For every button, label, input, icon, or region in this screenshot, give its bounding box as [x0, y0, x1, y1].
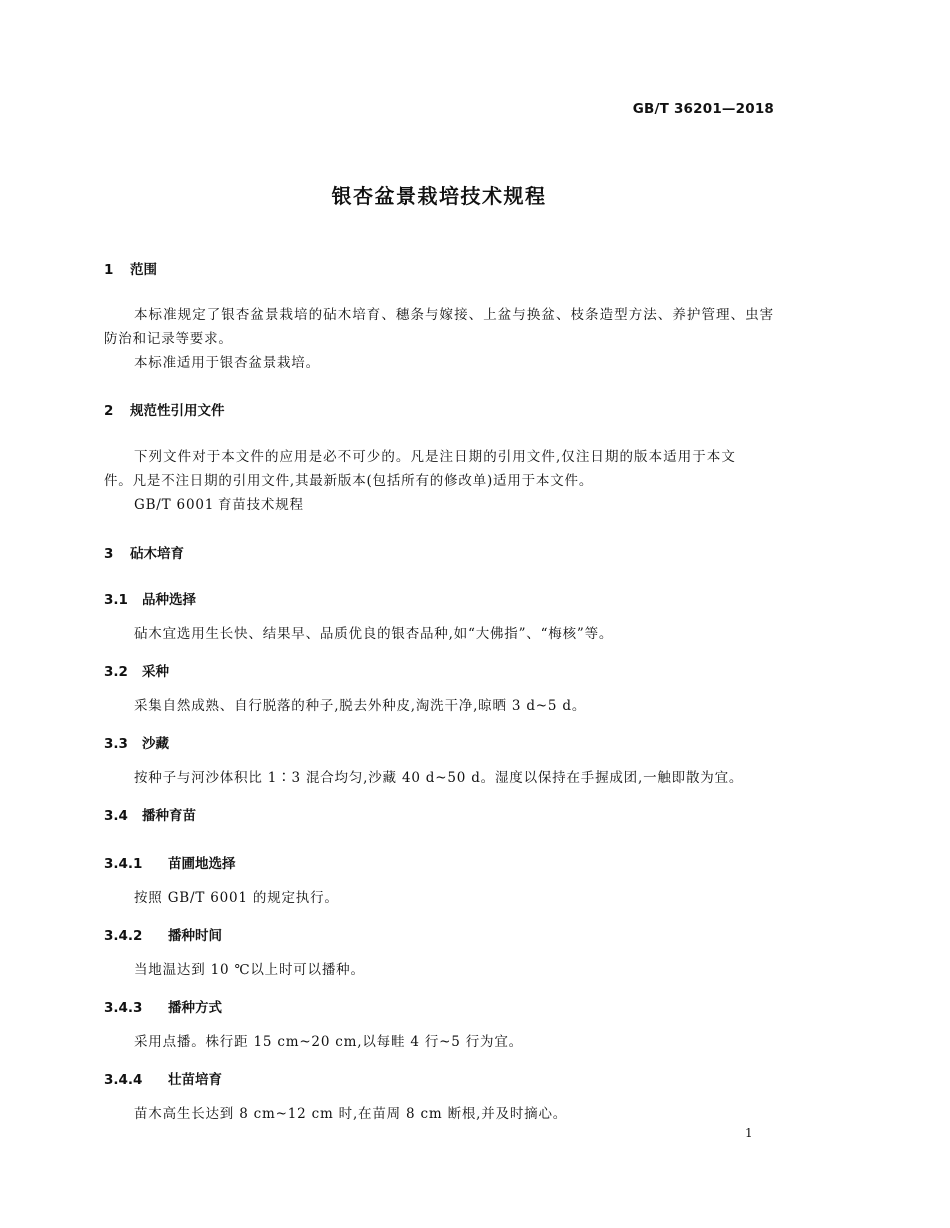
- section-title: 砧木培育: [130, 546, 184, 562]
- section-title: 播种时间: [168, 928, 222, 944]
- reference-code: GB/T 6001: [134, 497, 215, 513]
- normative-reference: [134, 493, 304, 513]
- page-number: 1: [745, 1126, 753, 1140]
- section-3-2-text: 采集自然成熟、自行脱落的种子,脱去外种皮,淘洗干净,晾晒 3 d~5 d。: [134, 698, 587, 714]
- section-number: 3.4.3: [104, 1000, 143, 1016]
- section-3-4-4-heading: [104, 1068, 222, 1088]
- section-3-4-3-heading: [104, 996, 222, 1016]
- section-title: 范围: [130, 262, 157, 278]
- section-2-paragraph-line-2: 件。凡是不注日期的引用文件,其最新版本(包括所有的修改单)适用于本文件。: [104, 473, 594, 489]
- section-3-4-1-text: 按照 GB/T 6001 的规定执行。: [134, 890, 339, 906]
- section-3-1-heading: [104, 588, 196, 608]
- section-title: 规范性引用文件: [130, 403, 225, 419]
- section-3-1-text: 砧木宜选用生长快、结果早、品质优良的银杏品种,如“大佛指”、“梅核”等。: [134, 626, 614, 642]
- section-number: 3.4.1: [104, 856, 143, 872]
- section-3-4-1-heading: [104, 852, 236, 872]
- section-3-4-heading: [104, 804, 196, 824]
- section-title: 品种选择: [142, 592, 196, 608]
- standard-code: GB/T 36201—2018: [632, 101, 774, 117]
- document-title: 银杏盆景栽培技术规程: [331, 184, 547, 208]
- section-3-4-2-heading: [104, 924, 222, 944]
- section-title: 壮苗培育: [168, 1072, 222, 1088]
- section-3-3-text: 按种子与河沙体积比 1∶3 混合均匀,沙藏 40 d~50 d。湿度以保持在手握成团,一触即散为宜。: [134, 770, 744, 786]
- section-title: 采种: [142, 664, 169, 680]
- section-number: 3.4.2: [104, 928, 143, 944]
- section-number: 3.4: [104, 808, 128, 824]
- section-title: 沙藏: [142, 736, 169, 752]
- section-2-paragraph-line-1: 下列文件对于本文件的应用是必不可少的。凡是注日期的引用文件,仅注日期的版本适用于本文: [134, 449, 736, 465]
- section-number: 3.4.4: [104, 1072, 143, 1088]
- section-1-heading: [104, 258, 157, 278]
- section-number: 1: [104, 262, 114, 278]
- section-3-4-2-text: 当地温达到 10 ℃以上时可以播种。: [134, 962, 365, 978]
- section-3-3-heading: [104, 732, 169, 752]
- section-3-4-3-text: 采用点播。株行距 15 cm~20 cm,以每畦 4 行~5 行为宜。: [134, 1034, 523, 1050]
- section-3-heading: [104, 542, 184, 562]
- section-number: 2: [104, 403, 114, 419]
- section-number: 3: [104, 546, 114, 562]
- section-2-heading: [104, 399, 225, 419]
- section-1-paragraph-2: 本标准适用于银杏盆景栽培。: [134, 355, 320, 371]
- section-number: 3.1: [104, 592, 128, 608]
- section-title: 苗圃地选择: [168, 856, 236, 872]
- section-1-paragraph-line-1: 本标准规定了银杏盆景栽培的砧木培育、穗条与嫁接、上盆与换盆、枝条造型方法、养护管理、虫害: [134, 307, 775, 323]
- section-title: 播种方式: [168, 1000, 222, 1016]
- reference-title: 育苗技术规程: [218, 497, 304, 513]
- section-3-2-heading: [104, 660, 169, 680]
- section-number: 3.2: [104, 664, 128, 680]
- section-title: 播种育苗: [142, 808, 196, 824]
- section-number: 3.3: [104, 736, 128, 752]
- section-3-4-4-text: 苗木高生长达到 8 cm~12 cm 时,在苗周 8 cm 断根,并及时摘心。: [134, 1106, 568, 1122]
- section-1-paragraph-line-2: 防治和记录等要求。: [104, 331, 233, 347]
